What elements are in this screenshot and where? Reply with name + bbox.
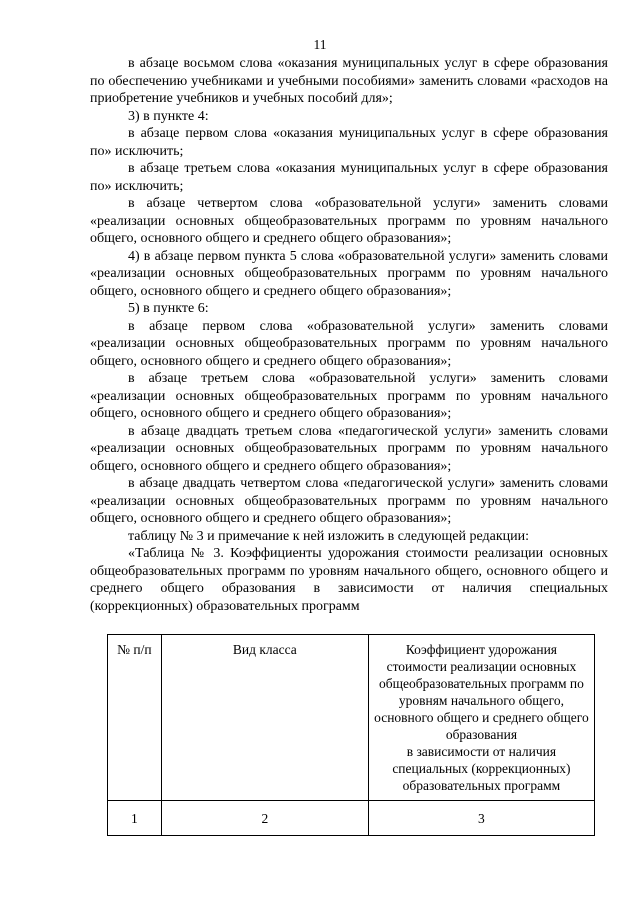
coefficients-table: [107, 634, 595, 836]
header-cell-class-type: Вид класса: [161, 635, 368, 801]
paragraph: в абзаце двадцать четвертом слова «педагогической услуги» заменить словами «реализации основных общеобразовательных программ по уровням начального общего, основного общего и среднего общего образования»;: [90, 476, 608, 526]
header-cell-number: № п/п: [108, 635, 162, 801]
column-number-cell: 3: [368, 801, 594, 836]
header-cell-coefficient: Коэффициент удорожания стоимости реализации основных общеобразовательных программ по уровням начального общего, основного общего и среднего общего образования в зависимости от наличия специальных (коррекционных) образовательных программ: [368, 635, 594, 801]
paragraph: таблицу № 3 и примечание к ней изложить в следующей редакции:: [128, 528, 530, 544]
table-header-row: [108, 635, 595, 801]
table-caption: «Таблица № 3. Коэффициенты удорожания стоимости реализации основных общеобразовательных программ по уровням начального общего, основного общего и среднего общего образования в зависимости от наличия специальных (коррекционных) образовательных программ: [90, 546, 608, 614]
column-number-cell: 2: [161, 801, 368, 836]
paragraph: в абзаце третьем слова «оказания муниципальных услуг в сфере образования по» исключить;: [90, 161, 608, 194]
document-body: [90, 55, 608, 615]
column-number-cell: 1: [108, 801, 162, 836]
paragraph: в абзаце четвертом слова «образовательной услуги» заменить словами «реализации основных общеобразовательных программ по уровням начального общего, основного общего и среднего общего образования»;: [90, 196, 608, 246]
page-number: 11: [313, 37, 327, 52]
paragraph: 4) в абзаце первом пункта 5 слова «образовательной услуги» заменить словами «реализации основных общеобразовательных программ по уровням начального общего, основного общего и среднего общего образования»;: [90, 248, 608, 299]
paragraph: в абзаце первом слова «образовательной услуги» заменить словами «реализации основных общеобразовательных программ по уровням начального общего, основного общего и среднего общего образования»;: [90, 318, 608, 369]
paragraph: в абзаце третьем слова «образовательной услуги» заменить словами «реализации основных общеобразовательных программ по уровням начального общего, основного общего и среднего общего образования»;: [90, 371, 608, 421]
paragraph: в абзаце двадцать третьем слова «педагогической услуги» заменить словами «реализации основных общеобразовательных программ по уровням начального общего, основного общего и среднего общего образования»;: [90, 423, 608, 474]
paragraph: в абзаце первом слова «оказания муниципальных услуг в сфере образования по» исключить;: [90, 126, 608, 159]
paragraph: 5) в пункте 6:: [128, 301, 209, 316]
table-row: [108, 801, 595, 836]
paragraph: 3) в пункте 4:: [128, 108, 209, 124]
paragraph: в абзаце восьмом слова «оказания муниципальных услуг в сфере образования по обеспечению учебниками и учебными пособиями» заменить словами «расходов на приобретение учебников и учебных пособий для»;: [90, 56, 608, 106]
